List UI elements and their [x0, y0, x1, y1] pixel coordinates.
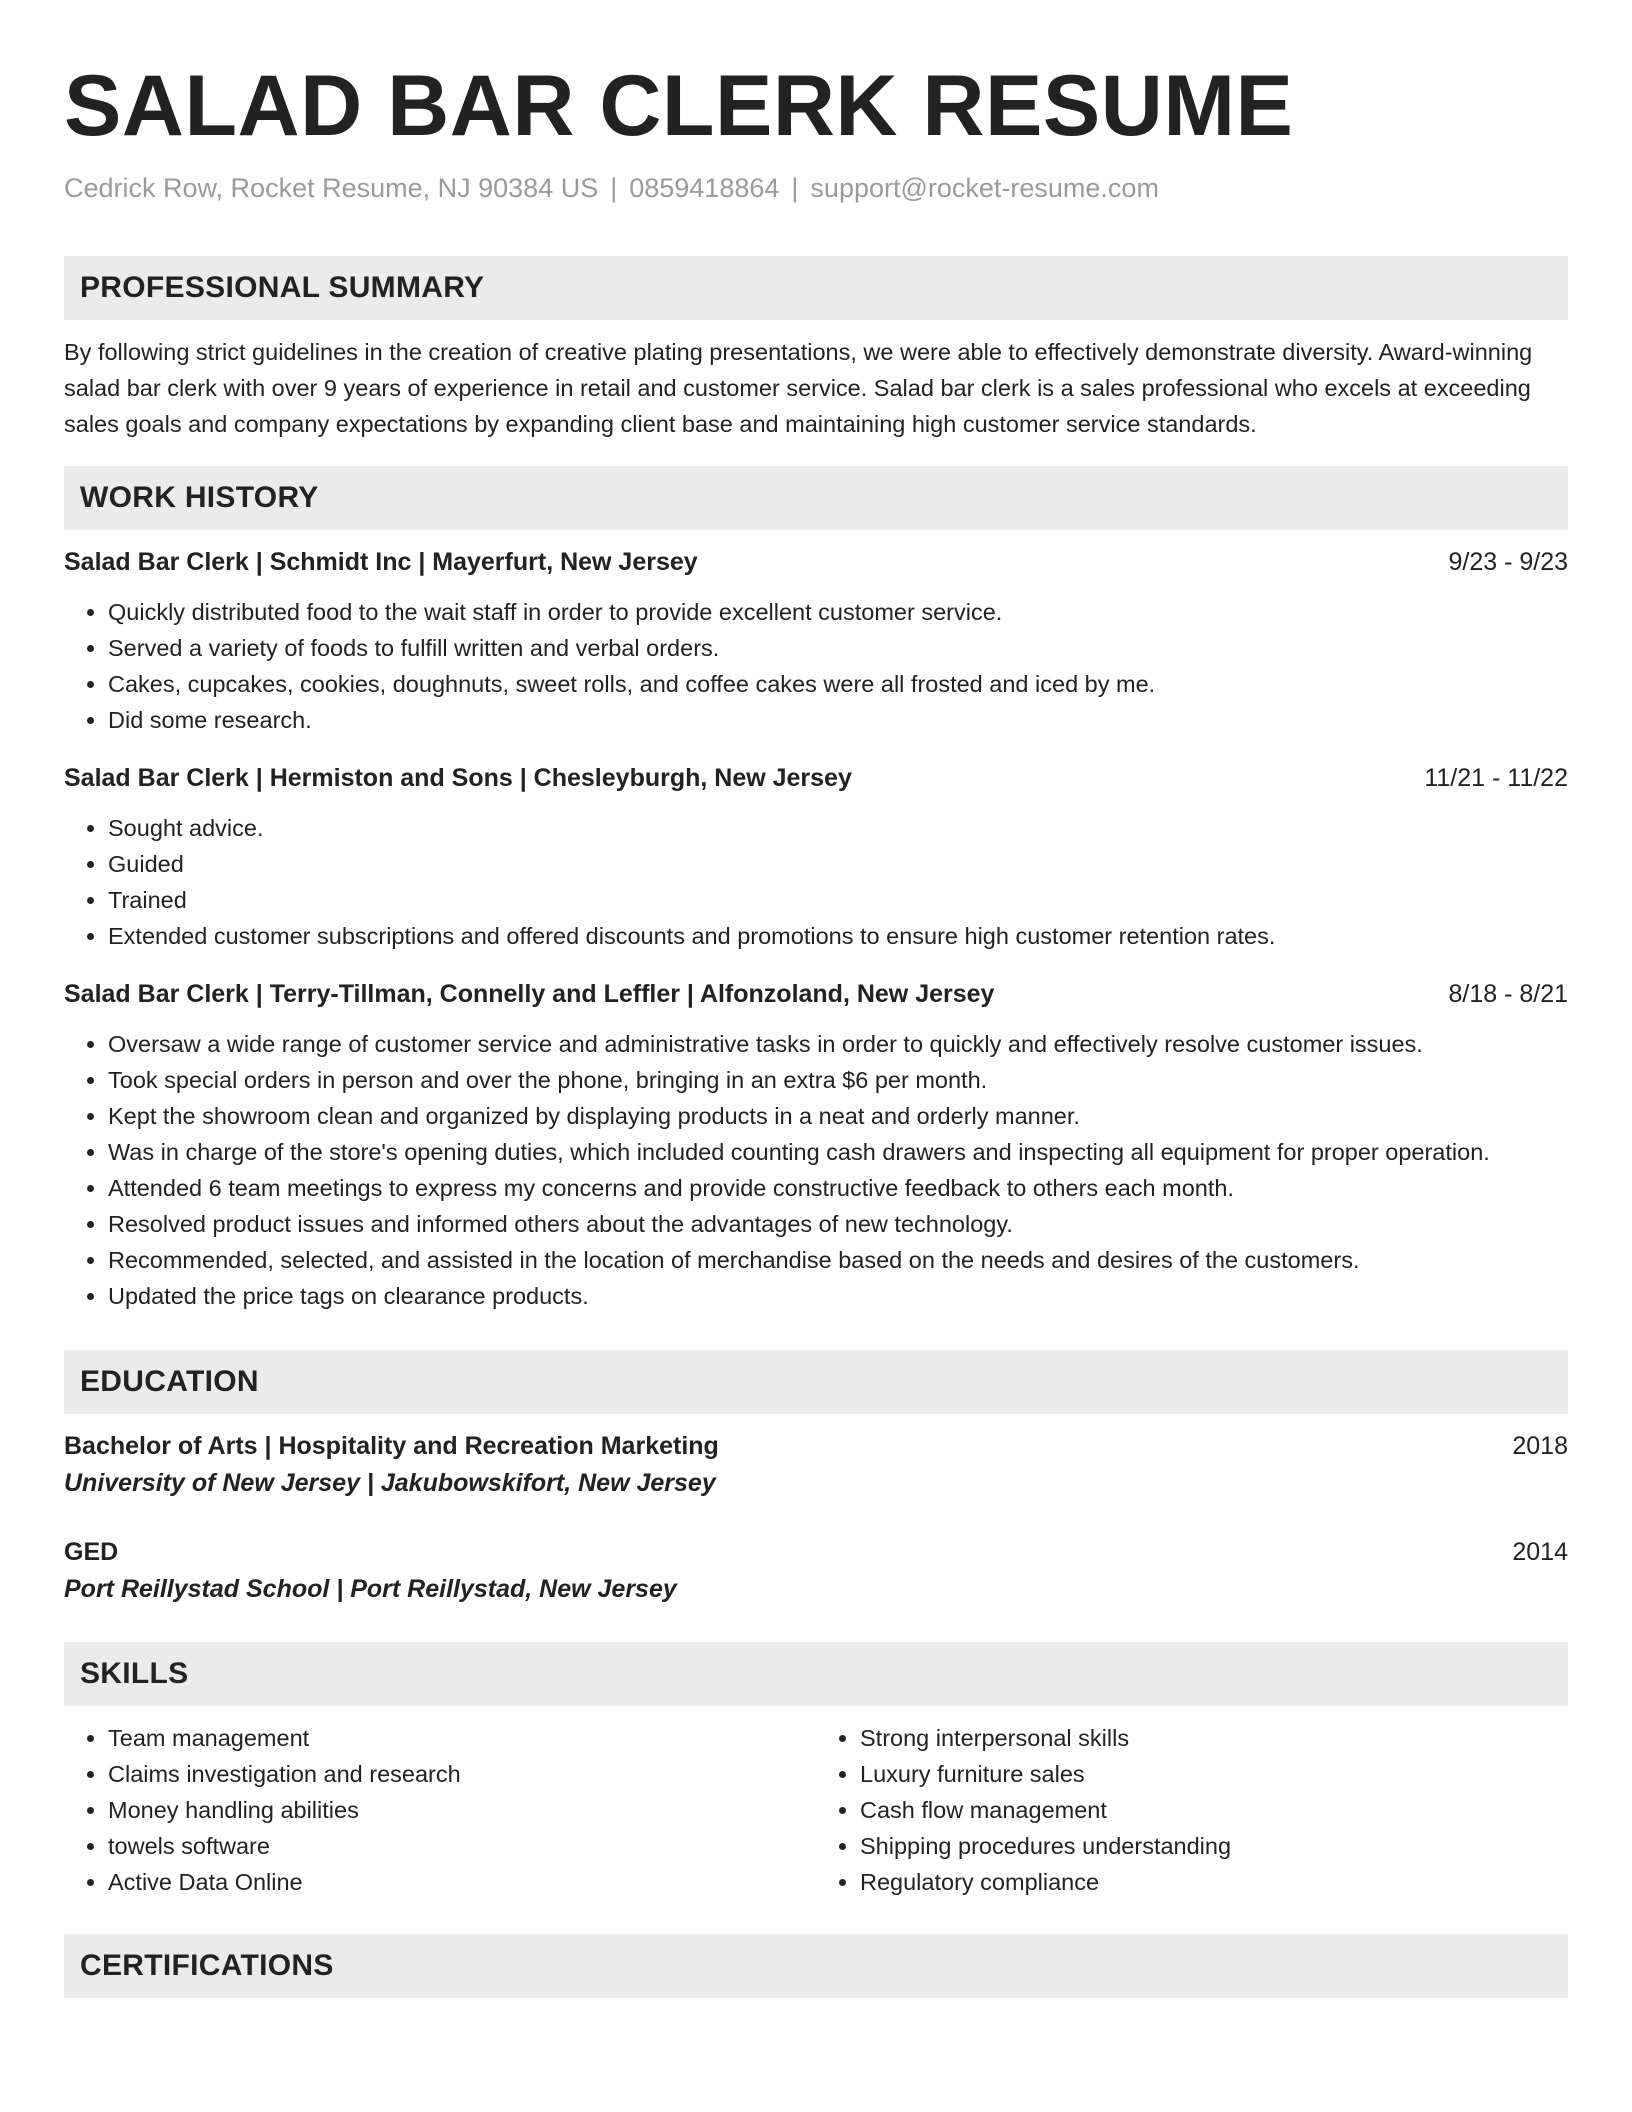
job-bullets	[64, 810, 1568, 954]
job-bullet: • Resolved product issues and informed others about the advantages of new technology.	[108, 1206, 1568, 1242]
job-dates: 11/21 - 11/22	[1424, 764, 1568, 792]
job-title: Salad Bar Clerk | Terry-Tillman, Connelly and Leffler | Alfonzoland, New Jersey	[64, 980, 995, 1008]
contact-separator: |	[791, 173, 799, 203]
job-title: Salad Bar Clerk | Hermiston and Sons | Chesleyburgh, New Jersey	[64, 764, 852, 792]
job-dates: 8/18 - 8/21	[1448, 980, 1568, 1008]
job-bullet: • Served a variety of foods to fulfill written and verbal orders.	[108, 630, 1568, 666]
skill-item: • Active Data Online	[108, 1864, 816, 1900]
contact-separator: |	[610, 173, 618, 203]
job-bullet: • Updated the price tags on clearance products.	[108, 1278, 1568, 1314]
section-heading-skills: SKILLS	[64, 1642, 1568, 1706]
job-bullet: • Took special orders in person and over the phone, bringing in an extra $6 per month.	[108, 1062, 1568, 1098]
section-heading-work-history: WORK HISTORY	[64, 466, 1568, 530]
job-bullet: • Did some research.	[108, 702, 1568, 738]
summary-text: By following strict guidelines in the creation of creative plating presentations, we were able to effectively demonstrate diversity. Award-winning salad bar clerk with over 9 years of experience in retail and customer service. Salad bar clerk is a sales professional who excels at exceeding sales goals and company expectations by expanding client base and maintaining high customer service standards.	[64, 339, 1533, 437]
skill-item: • Cash flow management	[860, 1792, 1568, 1828]
skill-item: • Luxury furniture sales	[860, 1756, 1568, 1792]
job-bullet: • Oversaw a wide range of customer service and administrative tasks in order to quickly and effectively resolve customer issues.	[108, 1026, 1568, 1062]
education-header	[64, 1534, 1568, 1570]
skill-item: • Team management	[108, 1720, 816, 1756]
job-dates: 9/23 - 9/23	[1448, 548, 1568, 576]
job-bullet: • Recommended, selected, and assisted in the location of merchandise based on the needs and desires of the customers.	[108, 1242, 1568, 1278]
job-entry	[64, 544, 1568, 738]
skills-column-right	[816, 1720, 1568, 1900]
skills-column-left	[64, 1720, 816, 1900]
job-bullet: • Quickly distributed food to the wait staff in order to provide excellent customer service.	[108, 594, 1568, 630]
skill-item: • towels software	[108, 1828, 816, 1864]
education-school: University of New Jersey | Jakubowskifort, New Jersey	[64, 1469, 716, 1497]
education-degree: Bachelor of Arts | Hospitality and Recreation Marketing	[64, 1432, 719, 1460]
job-bullet: • Cakes, cupcakes, cookies, doughnuts, sweet rolls, and coffee cakes were all frosted and iced by me.	[108, 666, 1568, 702]
contact-address: Cedrick Row, Rocket Resume, NJ 90384 US	[64, 173, 599, 203]
job-bullet: • Was in charge of the store's opening duties, which included counting cash drawers and inspecting all equipment for proper operation.	[108, 1134, 1568, 1170]
education-entry	[64, 1534, 1568, 1608]
job-header	[64, 976, 1568, 1012]
skill-item: • Regulatory compliance	[860, 1864, 1568, 1900]
section-heading-certifications: CERTIFICATIONS	[64, 1934, 1568, 1998]
education-header	[64, 1428, 1568, 1464]
job-bullet: • Sought advice.	[108, 810, 1568, 846]
job-title: Salad Bar Clerk | Schmidt Inc | Mayerfurt, New Jersey	[64, 548, 698, 576]
education-year: 2014	[1512, 1538, 1568, 1566]
skill-item: • Shipping procedures understanding	[860, 1828, 1568, 1864]
job-header	[64, 544, 1568, 580]
education-degree: GED	[64, 1538, 119, 1566]
section-heading-summary: PROFESSIONAL SUMMARY	[64, 256, 1568, 320]
job-entry	[64, 976, 1568, 1314]
job-bullets	[64, 1026, 1568, 1314]
section-heading-education: EDUCATION	[64, 1350, 1568, 1414]
education-year: 2018	[1512, 1432, 1568, 1460]
job-bullet: • Guided	[108, 846, 1568, 882]
job-bullet: • Trained	[108, 882, 1568, 918]
education-school: Port Reillystad School | Port Reillystad, New Jersey	[64, 1575, 677, 1603]
resume-title: SALAD BAR CLERK RESUME	[64, 58, 1294, 154]
job-bullets	[64, 594, 1568, 738]
job-bullet: • Extended customer subscriptions and offered discounts and promotions to ensure high customer retention rates.	[108, 918, 1568, 954]
skill-item: • Money handling abilities	[108, 1792, 816, 1828]
skill-item: • Strong interpersonal skills	[860, 1720, 1568, 1756]
contact-email: support@rocket-resume.com	[810, 173, 1159, 203]
contact-line	[64, 170, 1568, 206]
job-bullet: • Kept the showroom clean and organized by displaying products in a neat and orderly manner.	[108, 1098, 1568, 1134]
job-header	[64, 760, 1568, 796]
job-bullet: • Attended 6 team meetings to express my concerns and provide constructive feedback to others each month.	[108, 1170, 1568, 1206]
skill-item: • Claims investigation and research	[108, 1756, 816, 1792]
skills-grid	[64, 1720, 1568, 1900]
job-entry	[64, 760, 1568, 954]
education-entry	[64, 1428, 1568, 1502]
contact-phone: 0859418864	[629, 173, 780, 203]
